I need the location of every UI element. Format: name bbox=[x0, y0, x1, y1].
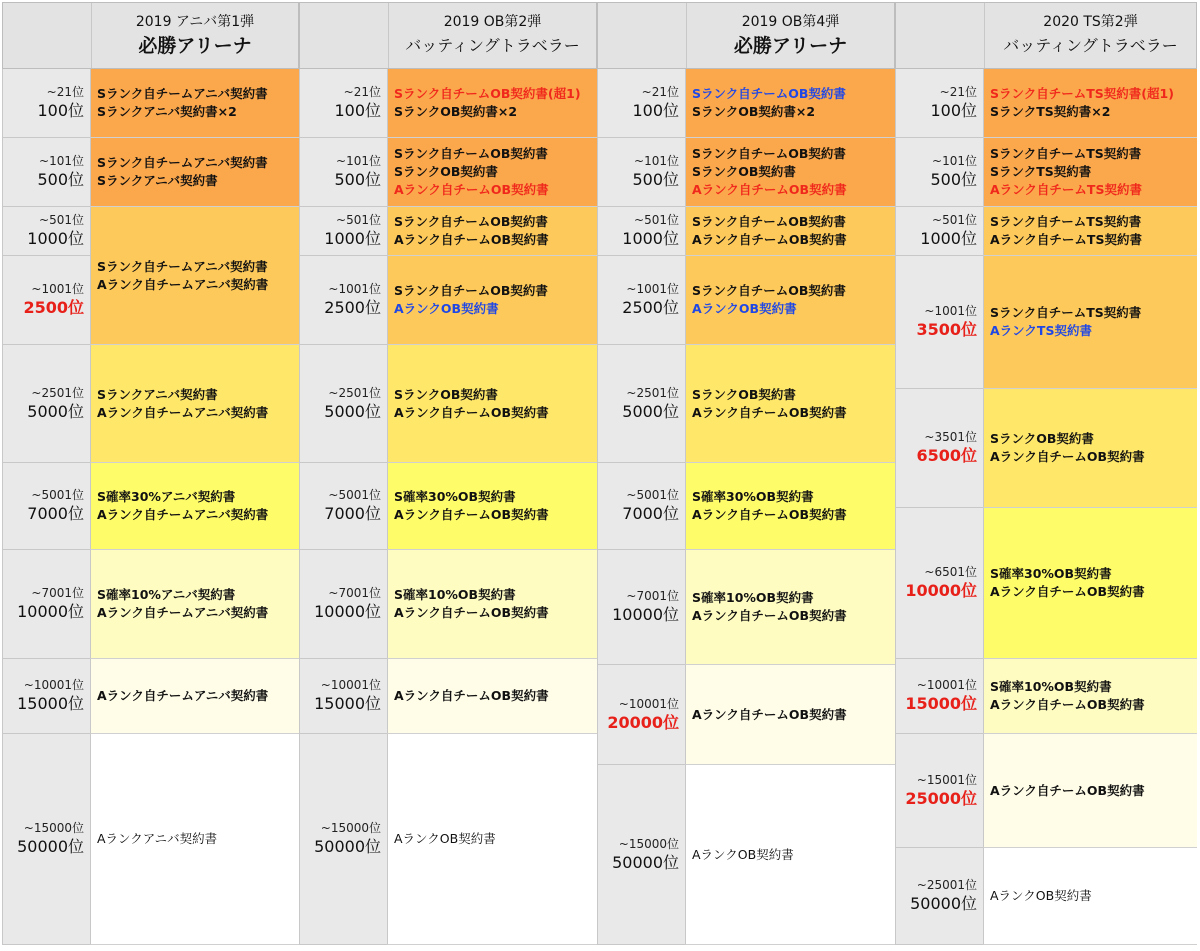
rank-from: ~1001位 bbox=[31, 282, 84, 296]
rank-cell bbox=[2, 345, 90, 463]
reward-line: SランクOB契約書 bbox=[394, 386, 498, 402]
reward-line: Aランク自チームOB契約書 bbox=[990, 697, 1145, 712]
rank-to: 1000位 bbox=[622, 229, 679, 248]
reward-line: S確率10%OB契約書 bbox=[990, 679, 1112, 694]
rank-cell bbox=[2, 69, 90, 138]
rank-to: 100位 bbox=[37, 101, 84, 120]
event-column-1 bbox=[2, 2, 299, 945]
reward-line: Sランク自チームOB契約書 bbox=[394, 214, 548, 229]
reward-line: Aランク自チームアニバ契約書 bbox=[97, 404, 269, 420]
reward-line: Sランク自チームアニバ契約書 bbox=[97, 155, 268, 170]
reward-line: SランクTS契約書×2 bbox=[990, 104, 1111, 119]
rank-to: 2500位 bbox=[324, 298, 381, 317]
reward-line: S確率30%OB契約書 bbox=[394, 489, 516, 504]
reward-cell bbox=[387, 69, 597, 138]
reward-line: Sランク自チームOB契約書 bbox=[692, 283, 846, 298]
reward-line: Aランク自チームOB契約書 bbox=[394, 182, 549, 197]
reward-line: AランクOB契約書 bbox=[692, 301, 797, 316]
reward-line: Sランク自チームTS契約書 bbox=[990, 146, 1142, 161]
rank-from: ~101位 bbox=[336, 154, 381, 168]
reward-cell bbox=[90, 207, 299, 345]
rank-cell bbox=[597, 256, 685, 345]
column-header bbox=[299, 2, 597, 69]
rank-cell bbox=[299, 138, 387, 207]
rank-to-highlight: 15000位 bbox=[905, 694, 977, 713]
reward-line: Aランク自チームアニバ契約書 bbox=[97, 507, 269, 522]
rank-cell bbox=[597, 345, 685, 463]
reward-line: AランクOB契約書 bbox=[692, 846, 794, 862]
rank-to: 500位 bbox=[334, 170, 381, 189]
reward-line: S確率30%OB契約書 bbox=[990, 566, 1112, 581]
rank-from: ~1001位 bbox=[924, 304, 977, 318]
rank-from: ~501位 bbox=[336, 213, 381, 227]
reward-line: Sランク自チームOB契約書 bbox=[394, 146, 548, 161]
reward-line: Aランク自チームOB契約書 bbox=[990, 782, 1145, 798]
rank-from: ~21位 bbox=[939, 85, 977, 99]
rank-cell bbox=[597, 69, 685, 138]
event-subtitle: 2019 OB第2弾 bbox=[443, 13, 542, 30]
rank-to: 7000位 bbox=[27, 504, 84, 523]
rank-from: ~1001位 bbox=[328, 282, 381, 296]
rank-from: ~101位 bbox=[634, 154, 679, 168]
rank-cell bbox=[597, 138, 685, 207]
reward-cell bbox=[387, 463, 597, 550]
event-subtitle: 2019 アニバ第1弾 bbox=[135, 13, 255, 30]
reward-cell bbox=[90, 463, 299, 550]
reward-cell bbox=[983, 734, 1197, 848]
rank-from: ~15000位 bbox=[618, 836, 679, 851]
reward-cell bbox=[90, 138, 299, 207]
reward-line: Aランク自チームアニバ契約書 bbox=[97, 276, 269, 292]
reward-line: Aランク自チームTS契約書 bbox=[990, 182, 1142, 197]
rank-from: ~101位 bbox=[932, 154, 977, 168]
rank-from: ~2501位 bbox=[31, 385, 84, 400]
reward-line: Sランクアニバ契約書×2 bbox=[97, 104, 237, 119]
rank-from: ~10001位 bbox=[618, 696, 679, 711]
rank-cell bbox=[299, 463, 387, 550]
rank-cell bbox=[299, 550, 387, 659]
reward-line: Aランク自チームOB契約書 bbox=[394, 605, 549, 620]
rank-from: ~15001位 bbox=[916, 772, 977, 787]
rank-to: 5000位 bbox=[622, 401, 679, 421]
rank-to: 7000位 bbox=[622, 504, 679, 523]
event-column-2 bbox=[299, 2, 597, 945]
event-column-3 bbox=[597, 2, 895, 945]
reward-cell bbox=[387, 207, 597, 256]
reward-cell bbox=[685, 207, 895, 256]
rank-from: ~2501位 bbox=[328, 385, 381, 400]
rank-cell bbox=[2, 138, 90, 207]
rank-to: 15000位 bbox=[17, 694, 84, 713]
rank-from: ~501位 bbox=[39, 213, 84, 227]
rank-cell bbox=[895, 848, 983, 945]
reward-line: Aランク自チームOB契約書 bbox=[394, 507, 549, 522]
event-subtitle: 2020 TS第2弾 bbox=[1043, 13, 1138, 30]
rank-to: 1000位 bbox=[27, 229, 84, 248]
reward-line: SランクOB契約書×2 bbox=[394, 104, 518, 119]
rank-from: ~10001位 bbox=[320, 678, 381, 692]
rank-to: 500位 bbox=[930, 170, 977, 189]
rank-cell bbox=[895, 256, 983, 389]
rank-cell bbox=[2, 659, 90, 734]
column-header bbox=[597, 2, 895, 69]
rank-to: 5000位 bbox=[27, 401, 84, 421]
reward-line: Sランク自チームアニバ契約書 bbox=[97, 86, 268, 101]
event-title: バッティングトラベラー bbox=[1003, 35, 1178, 55]
rank-cell bbox=[597, 207, 685, 256]
rank-to: 50000位 bbox=[314, 837, 381, 856]
reward-line: Sランク自チームTS契約書 bbox=[990, 305, 1142, 320]
reward-line: Aランク自チームアニバ契約書 bbox=[97, 688, 269, 703]
rank-cell bbox=[299, 659, 387, 734]
rank-to: 50000位 bbox=[612, 852, 679, 872]
reward-line: Sランクアニバ契約書 bbox=[97, 386, 218, 402]
rank-cell bbox=[2, 256, 90, 345]
reward-cell bbox=[983, 508, 1197, 659]
reward-cell bbox=[983, 389, 1197, 508]
rank-from: ~5001位 bbox=[328, 488, 381, 502]
rank-from: ~501位 bbox=[634, 213, 679, 227]
header-text bbox=[388, 3, 596, 68]
rank-cell bbox=[2, 734, 90, 945]
event-subtitle: 2019 OB第4弾 bbox=[741, 13, 840, 30]
rank-cell bbox=[895, 734, 983, 848]
reward-line: S確率10%OB契約書 bbox=[692, 590, 814, 605]
reward-cell bbox=[983, 69, 1197, 138]
reward-cell bbox=[685, 463, 895, 550]
rank-cell bbox=[895, 508, 983, 659]
reward-cell bbox=[90, 345, 299, 463]
reward-line: Sランク自チームTS契約書 bbox=[990, 214, 1142, 229]
reward-cell bbox=[685, 345, 895, 463]
rank-from: ~7001位 bbox=[626, 589, 679, 603]
rank-from: ~5001位 bbox=[31, 488, 84, 502]
reward-cell bbox=[90, 659, 299, 734]
rank-cell bbox=[299, 256, 387, 345]
reward-line: Sランクアニバ契約書 bbox=[97, 173, 218, 188]
reward-line: S確率30%アニバ契約書 bbox=[97, 489, 236, 504]
reward-line: Sランク自チームOB契約書(超1) bbox=[394, 86, 581, 101]
rank-cell bbox=[2, 463, 90, 550]
rank-to-highlight: 25000位 bbox=[905, 788, 977, 808]
rank-cell bbox=[895, 138, 983, 207]
reward-cell bbox=[387, 138, 597, 207]
reward-line: Aランクアニバ契約書 bbox=[97, 831, 218, 846]
rank-cell bbox=[299, 345, 387, 463]
reward-line: AランクOB契約書 bbox=[394, 831, 496, 846]
rank-from: ~7001位 bbox=[31, 586, 84, 600]
reward-cell bbox=[983, 138, 1197, 207]
reward-line: Aランク自チームOB契約書 bbox=[692, 232, 847, 247]
rank-to: 100位 bbox=[930, 101, 977, 120]
reward-line: Aランク自チームOB契約書 bbox=[692, 608, 847, 623]
rank-from: ~6501位 bbox=[924, 565, 977, 579]
rank-to: 10000位 bbox=[612, 605, 679, 624]
rank-to: 7000位 bbox=[324, 504, 381, 523]
rank-cell bbox=[2, 207, 90, 256]
reward-cell bbox=[685, 550, 895, 665]
rank-cell bbox=[597, 765, 685, 945]
reward-cell bbox=[983, 207, 1197, 256]
reward-line: AランクTS契約書 bbox=[990, 323, 1092, 338]
event-title: バッティングトラベラー bbox=[405, 35, 580, 55]
reward-line: SランクTS契約書 bbox=[990, 164, 1092, 179]
column-header bbox=[2, 2, 299, 69]
reward-line: Sランク自チームOB契約書 bbox=[692, 214, 846, 229]
reward-cell bbox=[90, 550, 299, 659]
reward-line: Aランク自チームOB契約書 bbox=[692, 404, 847, 420]
rank-cell bbox=[895, 389, 983, 508]
reward-line: Sランク自チームTS契約書(超1) bbox=[990, 86, 1174, 101]
reward-line: Aランク自チームOB契約書 bbox=[692, 507, 847, 522]
reward-line: Aランク自チームOB契約書 bbox=[692, 706, 847, 722]
reward-line: Aランク自チームOB契約書 bbox=[394, 404, 549, 420]
rank-from: ~15000位 bbox=[320, 821, 381, 835]
rank-cell bbox=[597, 550, 685, 665]
event-title: 必勝アリーナ bbox=[138, 34, 252, 57]
rank-from: ~21位 bbox=[641, 85, 679, 99]
rank-from: ~15000位 bbox=[23, 821, 84, 835]
reward-line: SランクOB契約書 bbox=[692, 386, 796, 402]
rank-from: ~2501位 bbox=[626, 385, 679, 400]
reward-line: AランクOB契約書 bbox=[394, 301, 499, 316]
reward-line: AランクOB契約書 bbox=[990, 888, 1092, 903]
reward-line: Aランク自チームOB契約書 bbox=[990, 584, 1145, 599]
rank-cell bbox=[895, 207, 983, 256]
header-text bbox=[91, 3, 298, 68]
reward-cell bbox=[983, 848, 1197, 945]
reward-cell bbox=[387, 659, 597, 734]
reward-cell bbox=[685, 665, 895, 765]
reward-line: Aランク自チームOB契約書 bbox=[692, 182, 847, 197]
reward-cell bbox=[387, 256, 597, 345]
rank-cell bbox=[2, 550, 90, 659]
rank-to: 500位 bbox=[37, 170, 84, 189]
rank-from: ~101位 bbox=[39, 154, 84, 168]
rank-to: 50000位 bbox=[910, 894, 977, 913]
reward-line: Sランク自チームアニバ契約書 bbox=[97, 258, 268, 274]
reward-cell bbox=[685, 138, 895, 207]
rank-from: ~10001位 bbox=[23, 678, 84, 692]
rank-to-highlight: 20000位 bbox=[607, 712, 679, 732]
rank-from: ~21位 bbox=[343, 85, 381, 99]
reward-cell bbox=[387, 734, 597, 945]
reward-line: S確率10%アニバ契約書 bbox=[97, 587, 236, 602]
rank-to: 2500位 bbox=[622, 298, 679, 317]
rank-to: 1000位 bbox=[920, 229, 977, 248]
rank-to-highlight: 6500位 bbox=[916, 446, 977, 465]
rank-to-highlight: 3500位 bbox=[916, 320, 977, 339]
rank-from: ~1001位 bbox=[626, 282, 679, 296]
reward-line: S確率10%OB契約書 bbox=[394, 587, 516, 602]
rank-cell bbox=[597, 665, 685, 765]
reward-line: Sランク自チームOB契約書 bbox=[692, 86, 846, 101]
rank-to: 10000位 bbox=[17, 602, 84, 621]
reward-cell bbox=[387, 345, 597, 463]
reward-cell bbox=[90, 734, 299, 945]
reward-line: Aランク自チームOB契約書 bbox=[394, 232, 549, 247]
reward-cell bbox=[387, 550, 597, 659]
rank-cell bbox=[299, 207, 387, 256]
reward-cell bbox=[685, 256, 895, 345]
column-header bbox=[895, 2, 1197, 69]
reward-cell bbox=[90, 69, 299, 138]
rank-from: ~3501位 bbox=[924, 430, 977, 444]
rank-to: 5000位 bbox=[324, 401, 381, 421]
rank-to: 50000位 bbox=[17, 837, 84, 856]
rank-to: 15000位 bbox=[314, 694, 381, 713]
rank-to: 10000位 bbox=[314, 602, 381, 621]
rank-from: ~5001位 bbox=[626, 488, 679, 502]
reward-line: Aランク自チームOB契約書 bbox=[394, 688, 549, 703]
rank-from: ~7001位 bbox=[328, 586, 381, 600]
rank-cell bbox=[597, 463, 685, 550]
rank-from: ~21位 bbox=[46, 85, 84, 99]
reward-cell bbox=[685, 69, 895, 138]
reward-cell bbox=[983, 659, 1197, 734]
event-column-4 bbox=[895, 2, 1197, 945]
rank-from: ~501位 bbox=[932, 213, 977, 227]
rank-from: ~10001位 bbox=[916, 678, 977, 692]
header-text bbox=[686, 3, 894, 68]
rank-to-highlight: 10000位 bbox=[905, 581, 977, 600]
reward-line: SランクOB契約書 bbox=[990, 431, 1094, 446]
reward-cell bbox=[983, 256, 1197, 389]
reward-line: S確率30%OB契約書 bbox=[692, 489, 814, 504]
rank-cell bbox=[895, 69, 983, 138]
reward-line: Aランク自チームOB契約書 bbox=[990, 449, 1145, 464]
rank-cell bbox=[299, 69, 387, 138]
reward-line: SランクOB契約書 bbox=[394, 164, 498, 179]
reward-line: Sランク自チームOB契約書 bbox=[692, 146, 846, 161]
reward-line: Sランク自チームOB契約書 bbox=[394, 283, 548, 298]
reward-line: Aランク自チームアニバ契約書 bbox=[97, 605, 269, 620]
rank-cell bbox=[299, 734, 387, 945]
reward-line: Aランク自チームTS契約書 bbox=[990, 232, 1142, 247]
rank-cell bbox=[895, 659, 983, 734]
rank-to: 500位 bbox=[632, 170, 679, 189]
reward-cell bbox=[685, 765, 895, 945]
rank-to: 100位 bbox=[632, 101, 679, 120]
rank-from: ~25001位 bbox=[916, 878, 977, 892]
header-text bbox=[984, 3, 1196, 68]
rank-to: 1000位 bbox=[324, 229, 381, 248]
event-title: 必勝アリーナ bbox=[733, 34, 848, 57]
reward-line: SランクOB契約書×2 bbox=[692, 104, 816, 119]
reward-line: SランクOB契約書 bbox=[692, 164, 796, 179]
rank-to: 100位 bbox=[334, 101, 381, 120]
rank-to-highlight: 2500位 bbox=[23, 298, 84, 317]
